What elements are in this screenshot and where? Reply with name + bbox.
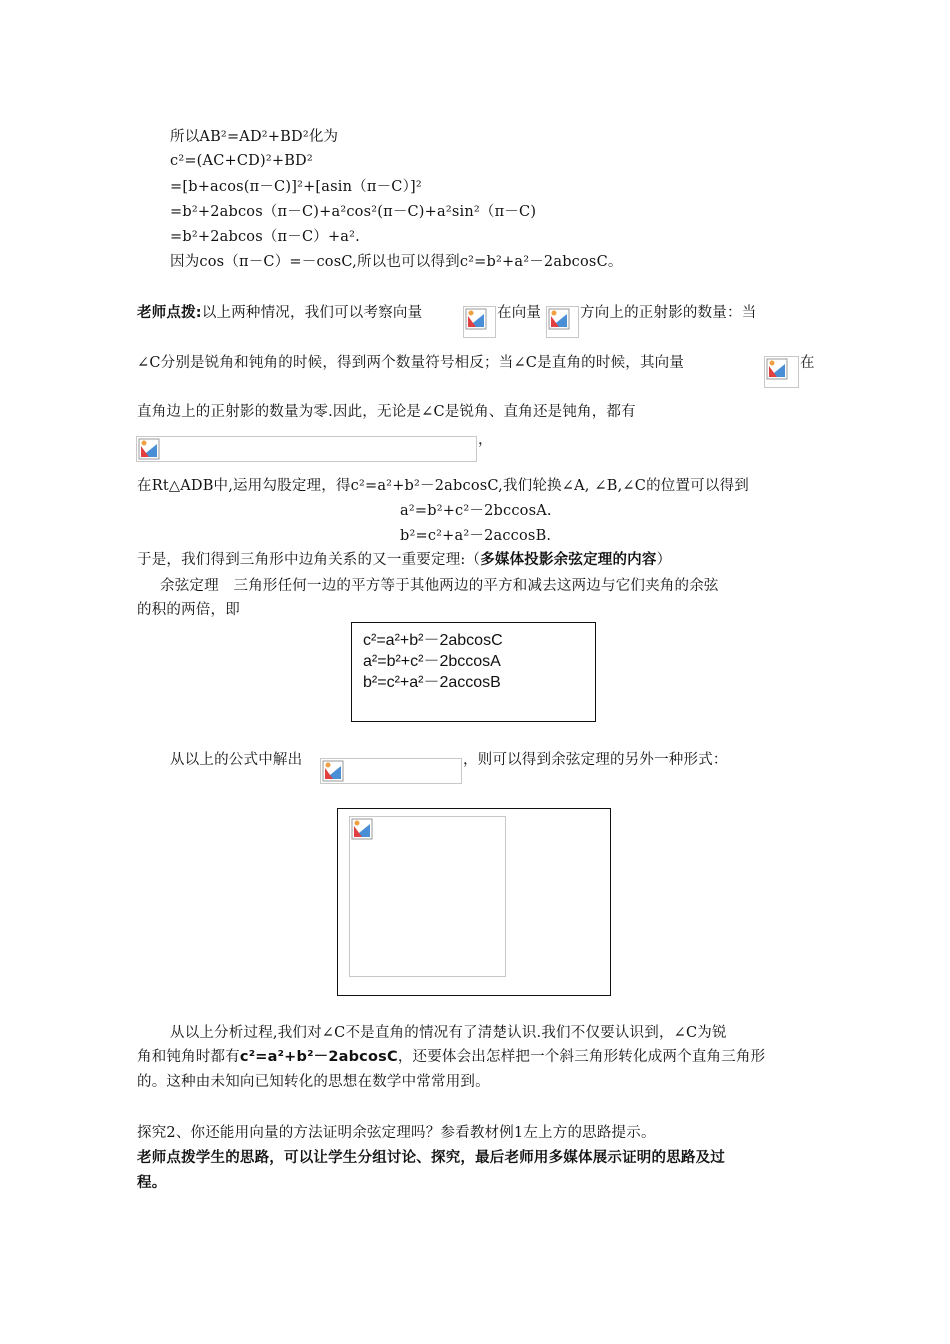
hint-text-1b: 在向量: [497, 305, 542, 321]
hint-text-2b: 在: [800, 355, 815, 371]
alternate-form-box: [337, 808, 611, 996]
theorem-statement-2: 的积的两倍，即: [137, 602, 240, 618]
theorem-intro-text: 于是，我们得到三角形中边角关系的又一重要定理:（: [137, 552, 481, 568]
rotate-line-1: 在Rt△ADB中,运用勾股定理，得c²=a²+b²－2abcosC,我们轮换∠A, ∠B,∠C的位置可以得到: [137, 478, 749, 494]
hint-text-1a: 以上两种情况，我们可以考察向量: [201, 305, 423, 321]
theorem-intro-bold: 多媒体投影余弦定理的内容: [480, 552, 657, 568]
hint-text-1c: 方向上的正射影的数量：当: [580, 305, 757, 321]
hint-text-4: ，: [478, 432, 493, 448]
theorem-intro-end: ）: [656, 552, 672, 568]
hint-text-2a: ∠C分别是锐角和钝角的时候，得到两个数量符号相反；当∠C是直角的时候，其向量: [137, 355, 685, 371]
hint-line-1: [137, 304, 422, 322]
derivation-line-3: =[b+acos(π－C)]²+[asin（π－C）]²: [170, 179, 422, 195]
formula-b: b²=c²+a²－2accosB: [363, 674, 501, 691]
explore-line-3: 程。: [137, 1175, 167, 1191]
derivation-line-2: c²=(AC+CD)²+BD²: [170, 153, 313, 169]
formula-c: c²=a²+b²－2abcosC: [363, 632, 503, 649]
broken-image-icon: [136, 436, 477, 462]
rotate-line-3: b²=c²+a²－2accosB.: [400, 528, 552, 544]
rotate-line-2: a²=b²+c²－2bccosA.: [400, 503, 552, 519]
explore-line-2: 老师点拨学生的思路，可以让学生分组讨论、探究，最后老师用多媒体展示证明的思路及过: [137, 1150, 725, 1166]
theorem-intro: [137, 551, 671, 569]
formula-a: a²=b²+c²－2bccosA: [363, 653, 501, 670]
theorem-statement-1: 余弦定理 三角形任何一边的平方等于其他两边的平方和减去这两边与它们夹角的余弦: [160, 578, 719, 594]
broken-image-icon: [320, 758, 462, 784]
analysis-text-2c: ，还要体会出怎样把一个斜三角形转化成两个直角三角形: [397, 1049, 766, 1065]
cosine-law-formula-box: [351, 622, 596, 722]
derivation-line-5: =b²+2abcos（π－C）+a².: [170, 229, 360, 245]
hint-label: 老师点拨:: [137, 305, 202, 321]
broken-image-icon: [349, 816, 506, 977]
broken-image-icon: [463, 306, 496, 338]
analysis-line-3: 的。这种由未知向已知转化的思想在数学中常常用到。: [137, 1074, 490, 1090]
solve-text-b: ，则可以得到余弦定理的另外一种形式：: [463, 752, 728, 768]
broken-image-icon: [764, 356, 799, 388]
broken-image-icon: [546, 306, 579, 338]
solve-text-a: 从以上的公式中解出: [170, 752, 303, 768]
analysis-text-2a: 角和钝角时都有: [137, 1049, 240, 1065]
analysis-line-2: [137, 1048, 765, 1066]
derivation-line-1: 所以AB²=AD²+BD²化为: [170, 129, 339, 145]
derivation-line-4: =b²+2abcos（π－C)+a²cos²(π－C)+a²sin²（π－C): [170, 204, 537, 220]
hint-text-3: 直角边上的正射影的数量为零.因此，无论是∠C是锐角、直角还是钝角，都有: [137, 404, 636, 420]
analysis-formula: c²=a²+b²－2abcosC: [239, 1049, 398, 1065]
explore-line-1: 探究2、你还能用向量的方法证明余弦定理吗？参看教材例1左上方的思路提示。: [137, 1125, 656, 1141]
derivation-line-6: 因为cos（π－C）=－cosC,所以也可以得到c²=b²+a²－2abcosC。: [170, 254, 623, 270]
analysis-line-1: 从以上分析过程,我们对∠C不是直角的情况有了清楚认识.我们不仅要认识到，∠C为锐: [170, 1025, 727, 1041]
